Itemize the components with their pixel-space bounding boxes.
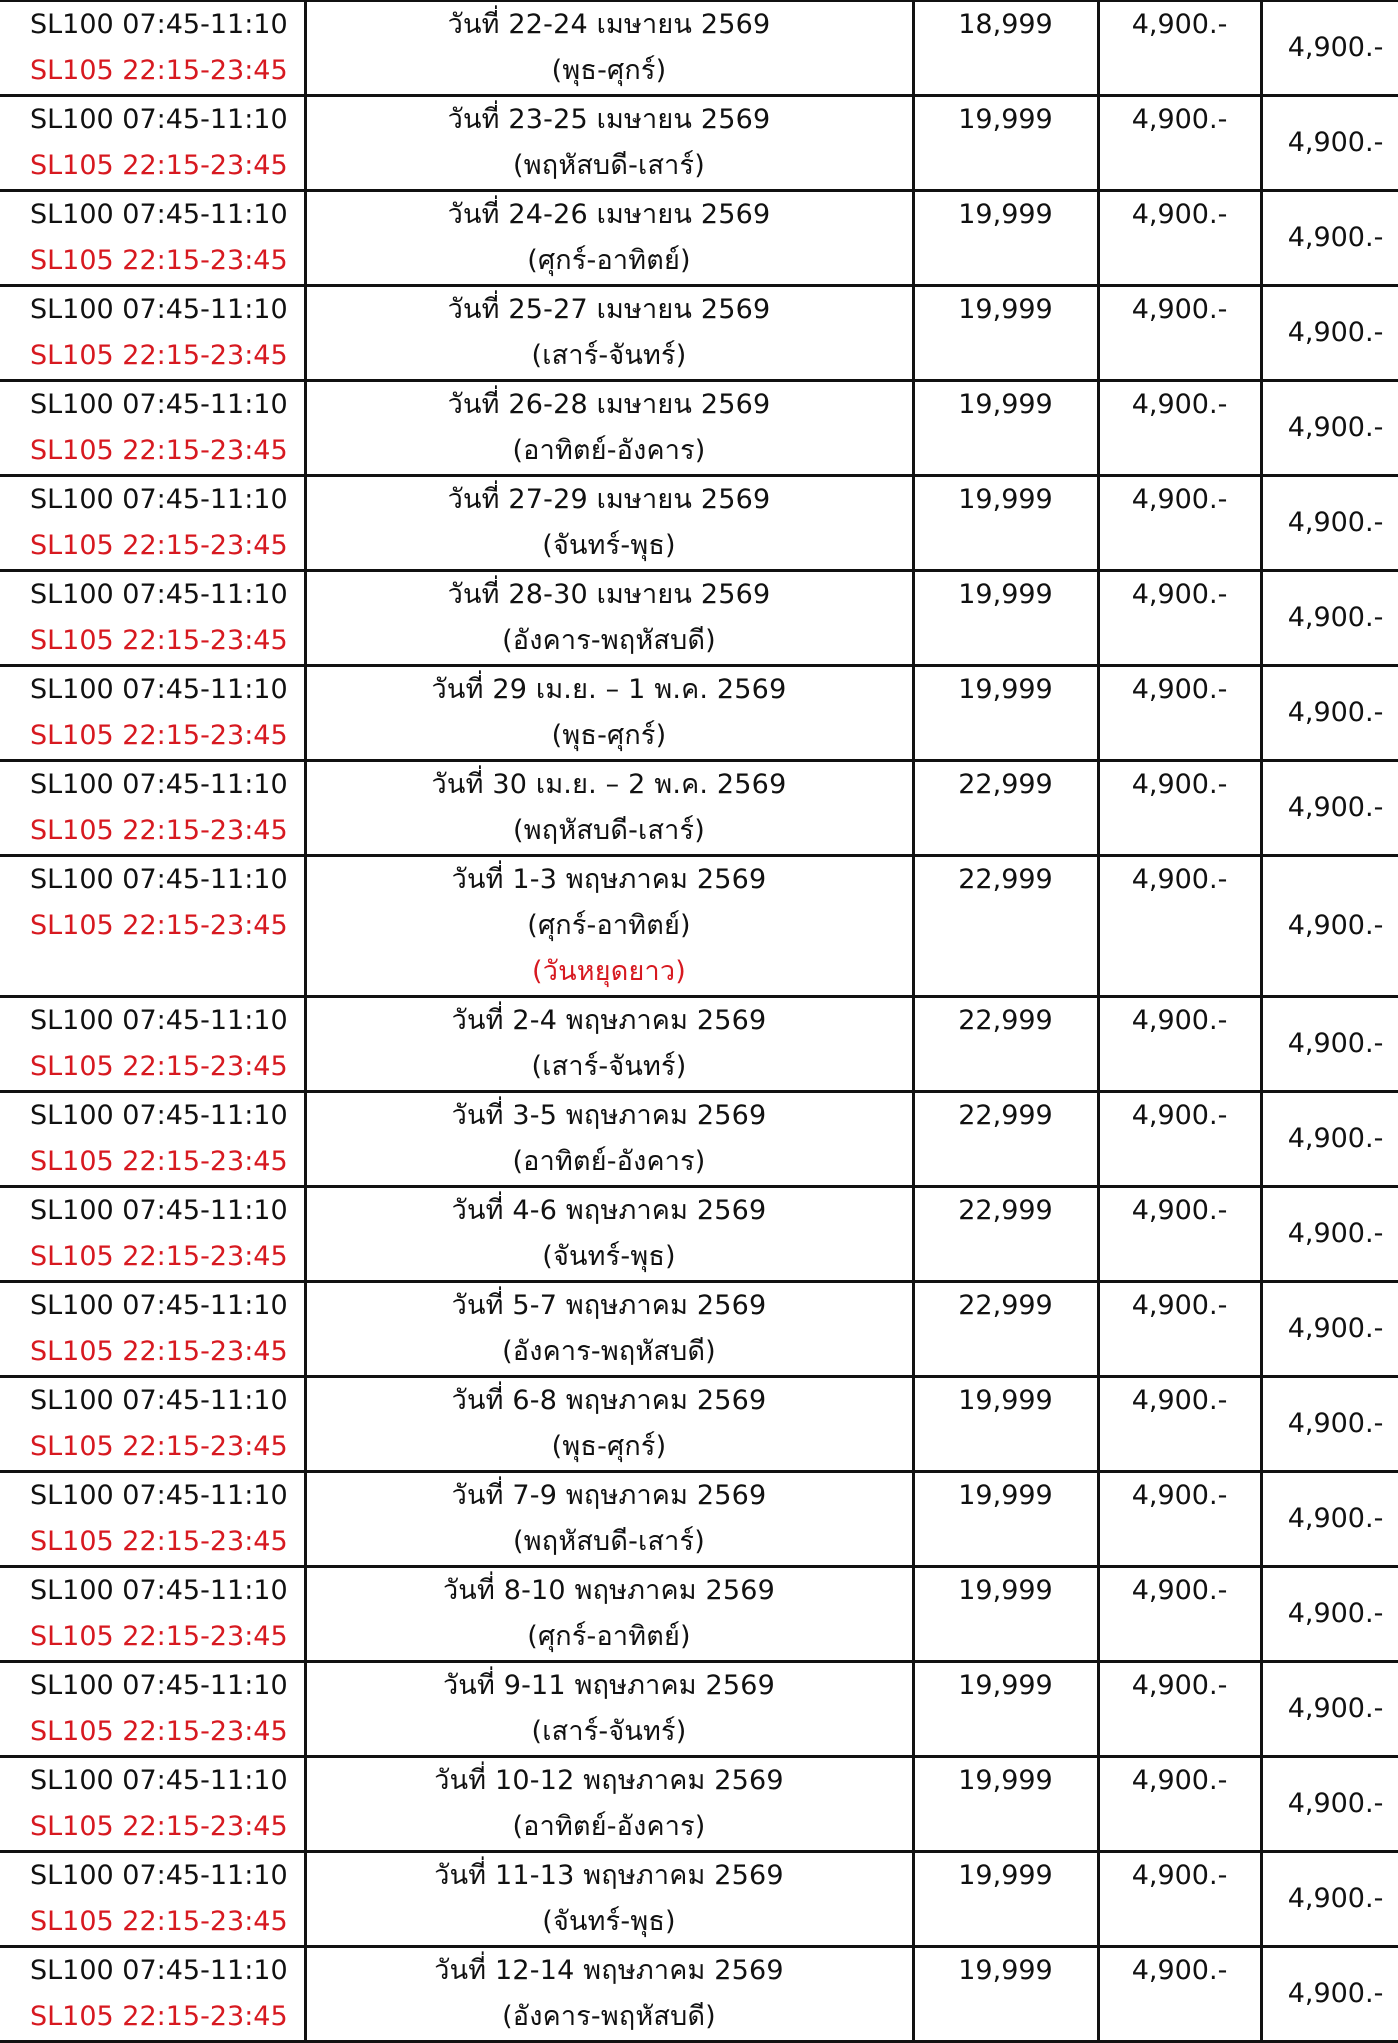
return-flight: SL105 22:15-23:45 [30, 1709, 304, 1755]
flight-cell [0, 1662, 305, 1757]
extra-charge-cell [1261, 666, 1398, 761]
outbound-flight: SL100 07:45-11:10 [30, 97, 304, 143]
travel-weekdays: (พุธ-ศุกร์) [307, 48, 912, 94]
price-cell [913, 1567, 1098, 1662]
single-supplement-cell [1098, 1757, 1261, 1852]
travel-date: วันที่ 11-13 พฤษภาคม 2569 [307, 1853, 912, 1899]
outbound-flight: SL100 07:45-11:10 [30, 1853, 304, 1899]
extra-charge: 4,900.- [1263, 25, 1398, 71]
table-row [0, 1187, 1398, 1282]
single-supplement-cell [1098, 1377, 1261, 1472]
travel-date: วันที่ 9-11 พฤษภาคม 2569 [307, 1663, 912, 1709]
return-flight: SL105 22:15-23:45 [30, 713, 304, 759]
travel-date-cell [305, 1, 913, 96]
tour-price: 22,999 [915, 1283, 1097, 1329]
extra-charge-cell [1261, 96, 1398, 191]
extra-charge: 4,900.- [1263, 1496, 1398, 1542]
extra-charge: 4,900.- [1263, 1306, 1398, 1352]
flight-cell [0, 1187, 305, 1282]
travel-date: วันที่ 6-8 พฤษภาคม 2569 [307, 1378, 912, 1424]
extra-charge-cell [1261, 571, 1398, 666]
tour-price: 19,999 [915, 1473, 1097, 1519]
price-cell [913, 1662, 1098, 1757]
table-row [0, 1757, 1398, 1852]
travel-date-cell [305, 96, 913, 191]
single-supplement-cell [1098, 191, 1261, 286]
extra-charge-cell [1261, 191, 1398, 286]
return-flight: SL105 22:15-23:45 [30, 48, 304, 94]
price-cell [913, 1092, 1098, 1187]
price-cell [913, 1377, 1098, 1472]
single-supplement: 4,900.- [1100, 1188, 1260, 1234]
price-cell [913, 476, 1098, 571]
single-supplement-cell [1098, 1947, 1261, 2042]
outbound-flight: SL100 07:45-11:10 [30, 1283, 304, 1329]
travel-date: วันที่ 10-12 พฤษภาคม 2569 [307, 1758, 912, 1804]
extra-charge: 4,900.- [1263, 120, 1398, 166]
travel-date: วันที่ 29 เม.ย. – 1 พ.ค. 2569 [307, 667, 912, 713]
travel-weekdays: (พฤหัสบดี-เสาร์) [307, 808, 912, 854]
travel-weekdays: (พฤหัสบดี-เสาร์) [307, 1519, 912, 1565]
table-row [0, 96, 1398, 191]
table-row [0, 381, 1398, 476]
travel-date: วันที่ 30 เม.ย. – 2 พ.ค. 2569 [307, 762, 912, 808]
return-flight: SL105 22:15-23:45 [30, 1424, 304, 1470]
flight-cell [0, 1377, 305, 1472]
table-row [0, 1377, 1398, 1472]
travel-date: วันที่ 23-25 เมษายน 2569 [307, 97, 912, 143]
tour-price: 19,999 [915, 1853, 1097, 1899]
tour-price: 22,999 [915, 857, 1097, 903]
travel-date: วันที่ 12-14 พฤษภาคม 2569 [307, 1948, 912, 1994]
return-flight: SL105 22:15-23:45 [30, 1329, 304, 1375]
outbound-flight: SL100 07:45-11:10 [30, 1473, 304, 1519]
tour-price: 19,999 [915, 192, 1097, 238]
single-supplement-cell [1098, 761, 1261, 856]
travel-date: วันที่ 26-28 เมษายน 2569 [307, 382, 912, 428]
extra-charge: 4,900.- [1263, 215, 1398, 261]
tour-price: 19,999 [915, 1378, 1097, 1424]
table-row [0, 1282, 1398, 1377]
travel-weekdays: (อังคาร-พฤหัสบดี) [307, 1994, 912, 2040]
flight-cell [0, 286, 305, 381]
flight-cell [0, 571, 305, 666]
flight-cell [0, 1567, 305, 1662]
travel-date: วันที่ 5-7 พฤษภาคม 2569 [307, 1283, 912, 1329]
table-row [0, 1852, 1398, 1947]
price-cell [913, 286, 1098, 381]
table-row [0, 191, 1398, 286]
single-supplement: 4,900.- [1100, 1948, 1260, 1994]
tour-price: 19,999 [915, 1663, 1097, 1709]
travel-weekdays: (เสาร์-จันทร์) [307, 1709, 912, 1755]
price-cell [913, 761, 1098, 856]
extra-charge-cell [1261, 476, 1398, 571]
single-supplement-cell [1098, 381, 1261, 476]
return-flight: SL105 22:15-23:45 [30, 1899, 304, 1945]
travel-weekdays: (พุธ-ศุกร์) [307, 713, 912, 759]
single-supplement: 4,900.- [1100, 477, 1260, 523]
extra-charge-cell [1261, 856, 1398, 997]
extra-charge: 4,900.- [1263, 1116, 1398, 1162]
travel-date-cell [305, 1567, 913, 1662]
travel-weekdays: (อังคาร-พฤหัสบดี) [307, 618, 912, 664]
outbound-flight: SL100 07:45-11:10 [30, 192, 304, 238]
flight-cell [0, 191, 305, 286]
flight-cell [0, 96, 305, 191]
single-supplement: 4,900.- [1100, 1853, 1260, 1899]
table-row [0, 1947, 1398, 2042]
tour-price: 19,999 [915, 572, 1097, 618]
extra-charge-cell [1261, 1852, 1398, 1947]
return-flight: SL105 22:15-23:45 [30, 238, 304, 284]
travel-date-cell [305, 191, 913, 286]
travel-weekdays: (ศุกร์-อาทิตย์) [307, 903, 912, 949]
flight-cell [0, 1, 305, 96]
return-flight: SL105 22:15-23:45 [30, 1804, 304, 1850]
extra-charge: 4,900.- [1263, 310, 1398, 356]
extra-charge-cell [1261, 1757, 1398, 1852]
table-row [0, 1, 1398, 96]
single-supplement-cell [1098, 1662, 1261, 1757]
single-supplement-cell [1098, 1852, 1261, 1947]
table-row [0, 761, 1398, 856]
price-cell [913, 666, 1098, 761]
single-supplement-cell [1098, 1092, 1261, 1187]
single-supplement: 4,900.- [1100, 192, 1260, 238]
extra-charge-cell [1261, 1947, 1398, 2042]
outbound-flight: SL100 07:45-11:10 [30, 477, 304, 523]
single-supplement: 4,900.- [1100, 572, 1260, 618]
outbound-flight: SL100 07:45-11:10 [30, 1093, 304, 1139]
travel-date: วันที่ 3-5 พฤษภาคม 2569 [307, 1093, 912, 1139]
travel-date-cell [305, 997, 913, 1092]
table-body [0, 1, 1398, 2042]
table-row [0, 856, 1398, 997]
outbound-flight: SL100 07:45-11:10 [30, 762, 304, 808]
single-supplement-cell [1098, 666, 1261, 761]
price-cell [913, 1, 1098, 96]
price-cell [913, 856, 1098, 997]
table-row [0, 1662, 1398, 1757]
return-flight: SL105 22:15-23:45 [30, 618, 304, 664]
table-row [0, 571, 1398, 666]
travel-weekdays: (อาทิตย์-อังคาร) [307, 1139, 912, 1185]
single-supplement-cell [1098, 856, 1261, 997]
single-supplement: 4,900.- [1100, 287, 1260, 333]
tour-price: 19,999 [915, 1948, 1097, 1994]
tour-price: 19,999 [915, 287, 1097, 333]
outbound-flight: SL100 07:45-11:10 [30, 1378, 304, 1424]
outbound-flight: SL100 07:45-11:10 [30, 287, 304, 333]
travel-date-cell [305, 1947, 913, 2042]
single-supplement-cell [1098, 1472, 1261, 1567]
extra-charge-cell [1261, 1, 1398, 96]
flight-cell [0, 1947, 305, 2042]
travel-date-cell [305, 856, 913, 997]
price-cell [913, 1947, 1098, 2042]
price-cell [913, 1187, 1098, 1282]
extra-charge-cell [1261, 1567, 1398, 1662]
tour-price: 19,999 [915, 97, 1097, 143]
holiday-note: (วันหยุดยาว) [307, 949, 912, 995]
tour-price: 18,999 [915, 2, 1097, 48]
outbound-flight: SL100 07:45-11:10 [30, 1948, 304, 1994]
outbound-flight: SL100 07:45-11:10 [30, 1188, 304, 1234]
travel-weekdays: (ศุกร์-อาทิตย์) [307, 1614, 912, 1660]
single-supplement-cell [1098, 96, 1261, 191]
outbound-flight: SL100 07:45-11:10 [30, 998, 304, 1044]
extra-charge-cell [1261, 1282, 1398, 1377]
single-supplement-cell [1098, 997, 1261, 1092]
single-supplement-cell [1098, 1, 1261, 96]
table-row [0, 997, 1398, 1092]
extra-charge-cell [1261, 286, 1398, 381]
extra-charge: 4,900.- [1263, 1686, 1398, 1732]
travel-weekdays: (พฤหัสบดี-เสาร์) [307, 143, 912, 189]
single-supplement-cell [1098, 571, 1261, 666]
single-supplement-cell [1098, 476, 1261, 571]
extra-charge-cell [1261, 381, 1398, 476]
travel-date: วันที่ 4-6 พฤษภาคม 2569 [307, 1188, 912, 1234]
flight-cell [0, 761, 305, 856]
travel-weekdays: (จันทร์-พุธ) [307, 1899, 912, 1945]
single-supplement: 4,900.- [1100, 382, 1260, 428]
outbound-flight: SL100 07:45-11:10 [30, 1568, 304, 1614]
flight-cell [0, 381, 305, 476]
travel-date-cell [305, 1472, 913, 1567]
tour-price: 19,999 [915, 382, 1097, 428]
travel-date-cell [305, 666, 913, 761]
travel-date-cell [305, 286, 913, 381]
extra-charge: 4,900.- [1263, 785, 1398, 831]
travel-weekdays: (จันทร์-พุธ) [307, 1234, 912, 1280]
travel-date: วันที่ 2-4 พฤษภาคม 2569 [307, 998, 912, 1044]
extra-charge-cell [1261, 1092, 1398, 1187]
price-cell [913, 96, 1098, 191]
return-flight: SL105 22:15-23:45 [30, 1994, 304, 2040]
outbound-flight: SL100 07:45-11:10 [30, 1663, 304, 1709]
price-cell [913, 1852, 1098, 1947]
extra-charge-cell [1261, 1662, 1398, 1757]
travel-date-cell [305, 381, 913, 476]
extra-charge-cell [1261, 1377, 1398, 1472]
travel-date: วันที่ 7-9 พฤษภาคม 2569 [307, 1473, 912, 1519]
single-supplement: 4,900.- [1100, 1283, 1260, 1329]
travel-date-cell [305, 1852, 913, 1947]
extra-charge: 4,900.- [1263, 1876, 1398, 1922]
extra-charge: 4,900.- [1263, 1211, 1398, 1257]
flight-cell [0, 997, 305, 1092]
extra-charge: 4,900.- [1263, 1971, 1398, 2017]
table-row [0, 476, 1398, 571]
travel-date-cell [305, 1377, 913, 1472]
single-supplement: 4,900.- [1100, 2, 1260, 48]
single-supplement-cell [1098, 1567, 1261, 1662]
single-supplement: 4,900.- [1100, 1473, 1260, 1519]
extra-charge: 4,900.- [1263, 595, 1398, 641]
return-flight: SL105 22:15-23:45 [30, 523, 304, 569]
tour-price: 19,999 [915, 477, 1097, 523]
outbound-flight: SL100 07:45-11:10 [30, 857, 304, 903]
single-supplement: 4,900.- [1100, 667, 1260, 713]
extra-charge-cell [1261, 761, 1398, 856]
return-flight: SL105 22:15-23:45 [30, 1044, 304, 1090]
return-flight: SL105 22:15-23:45 [30, 143, 304, 189]
price-cell [913, 191, 1098, 286]
single-supplement: 4,900.- [1100, 1758, 1260, 1804]
travel-weekdays: (เสาร์-จันทร์) [307, 333, 912, 379]
flight-cell [0, 1757, 305, 1852]
travel-date: วันที่ 25-27 เมษายน 2569 [307, 287, 912, 333]
single-supplement: 4,900.- [1100, 1093, 1260, 1139]
extra-charge-cell [1261, 1472, 1398, 1567]
travel-date-cell [305, 1757, 913, 1852]
travel-date: วันที่ 27-29 เมษายน 2569 [307, 477, 912, 523]
travel-date: วันที่ 28-30 เมษายน 2569 [307, 572, 912, 618]
extra-charge: 4,900.- [1263, 1021, 1398, 1067]
travel-date-cell [305, 1187, 913, 1282]
single-supplement-cell [1098, 286, 1261, 381]
table-row [0, 666, 1398, 761]
outbound-flight: SL100 07:45-11:10 [30, 382, 304, 428]
tour-price: 22,999 [915, 762, 1097, 808]
single-supplement-cell [1098, 1187, 1261, 1282]
flight-cell [0, 1852, 305, 1947]
price-cell [913, 997, 1098, 1092]
travel-weekdays: (พุธ-ศุกร์) [307, 1424, 912, 1470]
extra-charge: 4,900.- [1263, 1591, 1398, 1637]
single-supplement: 4,900.- [1100, 1663, 1260, 1709]
outbound-flight: SL100 07:45-11:10 [30, 1758, 304, 1804]
tour-price: 19,999 [915, 1568, 1097, 1614]
travel-weekdays: (เสาร์-จันทร์) [307, 1044, 912, 1090]
table-row [0, 1092, 1398, 1187]
table-row [0, 1567, 1398, 1662]
travel-date-cell [305, 761, 913, 856]
travel-date-cell [305, 1092, 913, 1187]
single-supplement: 4,900.- [1100, 857, 1260, 903]
table-row [0, 286, 1398, 381]
tour-price: 22,999 [915, 1188, 1097, 1234]
single-supplement: 4,900.- [1100, 998, 1260, 1044]
tour-price: 19,999 [915, 667, 1097, 713]
extra-charge: 4,900.- [1263, 500, 1398, 546]
return-flight: SL105 22:15-23:45 [30, 1234, 304, 1280]
travel-weekdays: (อาทิตย์-อังคาร) [307, 1804, 912, 1850]
single-supplement: 4,900.- [1100, 97, 1260, 143]
extra-charge: 4,900.- [1263, 1401, 1398, 1447]
single-supplement: 4,900.- [1100, 1568, 1260, 1614]
extra-charge: 4,900.- [1263, 903, 1398, 949]
tour-price: 19,999 [915, 1758, 1097, 1804]
extra-charge: 4,900.- [1263, 690, 1398, 736]
flight-cell [0, 1092, 305, 1187]
return-flight: SL105 22:15-23:45 [30, 808, 304, 854]
flight-cell [0, 1282, 305, 1377]
return-flight: SL105 22:15-23:45 [30, 1139, 304, 1185]
flight-cell [0, 1472, 305, 1567]
return-flight: SL105 22:15-23:45 [30, 333, 304, 379]
single-supplement: 4,900.- [1100, 1378, 1260, 1424]
return-flight: SL105 22:15-23:45 [30, 1614, 304, 1660]
price-cell [913, 381, 1098, 476]
outbound-flight: SL100 07:45-11:10 [30, 572, 304, 618]
table-row [0, 1472, 1398, 1567]
return-flight: SL105 22:15-23:45 [30, 903, 304, 949]
price-cell [913, 1472, 1098, 1567]
extra-charge: 4,900.- [1263, 1781, 1398, 1827]
travel-weekdays: (จันทร์-พุธ) [307, 523, 912, 569]
extra-charge: 4,900.- [1263, 405, 1398, 451]
outbound-flight: SL100 07:45-11:10 [30, 667, 304, 713]
price-cell [913, 1757, 1098, 1852]
travel-date: วันที่ 1-3 พฤษภาคม 2569 [307, 857, 912, 903]
flight-cell [0, 476, 305, 571]
tour-price: 22,999 [915, 1093, 1097, 1139]
extra-charge-cell [1261, 997, 1398, 1092]
return-flight: SL105 22:15-23:45 [30, 428, 304, 474]
flight-cell [0, 666, 305, 761]
price-cell [913, 1282, 1098, 1377]
price-cell [913, 571, 1098, 666]
travel-date-cell [305, 476, 913, 571]
travel-date: วันที่ 8-10 พฤษภาคม 2569 [307, 1568, 912, 1614]
single-supplement: 4,900.- [1100, 762, 1260, 808]
flight-cell [0, 856, 305, 997]
travel-date-cell [305, 571, 913, 666]
travel-weekdays: (อังคาร-พฤหัสบดี) [307, 1329, 912, 1375]
extra-charge-cell [1261, 1187, 1398, 1282]
travel-date: วันที่ 22-24 เมษายน 2569 [307, 2, 912, 48]
travel-date-cell [305, 1662, 913, 1757]
single-supplement-cell [1098, 1282, 1261, 1377]
outbound-flight: SL100 07:45-11:10 [30, 2, 304, 48]
return-flight: SL105 22:15-23:45 [30, 1519, 304, 1565]
travel-weekdays: (ศุกร์-อาทิตย์) [307, 238, 912, 284]
travel-date-cell [305, 1282, 913, 1377]
travel-date: วันที่ 24-26 เมษายน 2569 [307, 192, 912, 238]
tour-price: 22,999 [915, 998, 1097, 1044]
travel-weekdays: (อาทิตย์-อังคาร) [307, 428, 912, 474]
